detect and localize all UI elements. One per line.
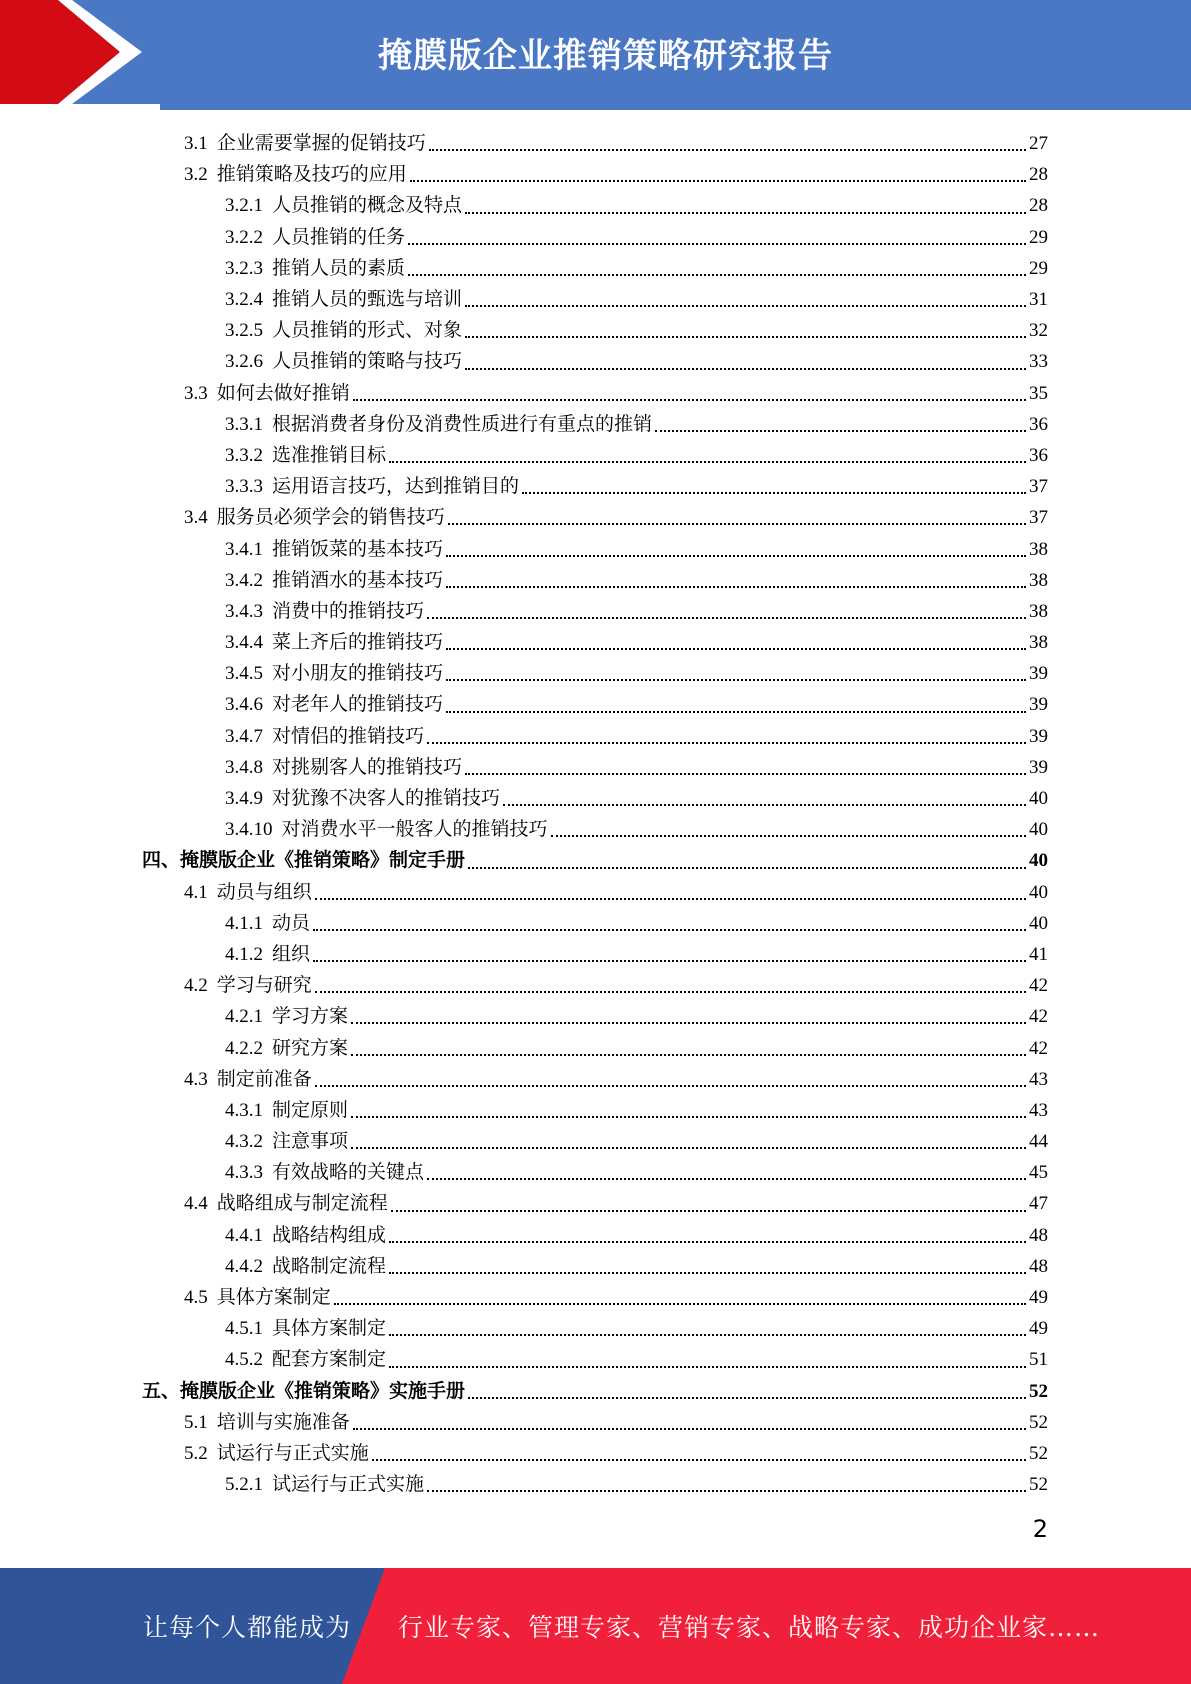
page-footer [0,1568,1191,1684]
toc-entry-title: 消费中的推销技巧 [272,600,425,622]
toc-dot-leader [446,554,1026,557]
toc-entry-page: 44 [1029,1131,1048,1153]
toc-entry[interactable] [225,783,1048,814]
toc-entry-title: 人员推销的概念及特点 [272,195,463,217]
toc-entry-page: 35 [1029,382,1048,404]
toc-entry[interactable] [225,1469,1048,1500]
toc-entry-title: 对犹豫不决客人的推销技巧 [272,788,501,810]
toc-entry[interactable] [225,1126,1048,1157]
toc-entry-number: 3.4.4 [225,632,263,654]
toc-entry[interactable] [225,1220,1048,1251]
toc-entry-number: 4.3.3 [225,1162,263,1184]
toc-entry-page: 51 [1029,1349,1048,1371]
toc-dot-leader [315,897,1026,900]
toc-entry[interactable] [225,1251,1048,1282]
toc-entry[interactable] [225,346,1048,377]
toc-entry[interactable] [225,1095,1048,1126]
toc-entry-title: 对老年人的推销技巧 [272,694,444,716]
toc-entry[interactable] [184,1188,1048,1219]
toc-dot-leader [391,1209,1026,1212]
toc-entry-page: 52 [1029,1474,1048,1496]
page-header [0,0,1191,110]
toc-entry-number: 3.2 [184,164,208,186]
toc-entry[interactable] [184,1438,1048,1469]
toc-dot-leader [465,304,1026,307]
toc-entry[interactable] [184,502,1048,533]
toc-entry[interactable] [184,970,1048,1001]
toc-entry[interactable] [184,128,1048,159]
toc-entry[interactable] [225,409,1048,440]
toc-entry-page: 49 [1029,1287,1048,1309]
toc-entry[interactable] [225,721,1048,752]
toc-entry[interactable] [184,159,1048,190]
toc-entry-number: 3.2.2 [225,226,263,248]
toc-dot-leader [427,741,1026,744]
toc-entry[interactable] [225,1001,1048,1032]
toc-entry-title: 如何去做好推销 [216,382,350,404]
toc-entry-title: 推销人员的甄选与培训 [272,289,463,311]
toc-entry[interactable] [184,378,1048,409]
toc-entry-page: 39 [1029,756,1048,778]
toc-entry-number: 4.4.2 [225,1255,263,1277]
footer-slogan: 让每个人都能成为 [143,1613,352,1642]
toc-entry[interactable] [142,1376,1048,1407]
toc-dot-leader [465,772,1026,775]
toc-dot-leader [465,211,1026,214]
toc-entry-page: 49 [1029,1318,1048,1340]
toc-entry-number: 4.3.2 [225,1131,263,1153]
toc-dot-leader [351,1146,1026,1149]
toc-entry-title: 推销策略及技巧的应用 [216,164,407,186]
toc-entry[interactable] [225,565,1048,596]
toc-entry-title: 服务员必须学会的销售技巧 [216,507,445,529]
toc-entry[interactable] [184,1407,1048,1438]
toc-entry-number: 3.3.3 [225,476,263,498]
toc-entry-page: 29 [1029,257,1048,279]
toc-entry-title: 人员推销的形式、对象 [272,320,463,342]
toc-entry-number: 4.1.1 [225,912,263,934]
toc-dot-leader [446,647,1026,650]
toc-entry-number: 3.4.6 [225,694,263,716]
toc-entry-number: 5.1 [184,1411,208,1433]
toc-entry[interactable] [225,315,1048,346]
toc-entry-number: 4.2.2 [225,1037,263,1059]
toc-entry[interactable] [225,1157,1048,1188]
toc-dot-leader [429,148,1026,151]
toc-entry-page: 41 [1029,943,1048,965]
toc-entry[interactable] [225,471,1048,502]
toc-entry-page: 40 [1029,912,1048,934]
toc-entry-title: 制定前准备 [216,1068,312,1090]
toc-entry-page: 48 [1029,1224,1048,1246]
toc-entry-number: 4.5.2 [225,1349,263,1371]
toc-entry-title: 学习与研究 [216,975,312,997]
toc-entry-number: 3.2.6 [225,351,263,373]
toc-entry-page: 43 [1029,1099,1048,1121]
toc-entry-page: 40 [1029,881,1048,903]
toc-dot-leader [522,491,1026,494]
toc-entry-number: 3.4.3 [225,600,263,622]
toc-entry-number: 3.3 [184,382,208,404]
toc-dot-leader [655,429,1026,432]
toc-entry-number: 五、 [142,1380,181,1402]
toc-dot-leader [410,179,1026,182]
toc-entry-title: 运用语言技巧，达到推销目的 [272,476,520,498]
toc-entry-number: 3.3.2 [225,444,263,466]
toc-entry[interactable] [225,222,1048,253]
toc-dot-leader [351,1115,1026,1118]
toc-dot-leader [351,1021,1026,1024]
toc-entry-number: 3.4.5 [225,663,263,685]
toc-entry-number: 3.4.8 [225,756,263,778]
toc-dot-leader [446,678,1026,681]
toc-entry-title: 企业需要掌握的促销技巧 [216,133,426,155]
toc-dot-leader [389,1333,1026,1336]
toc-entry[interactable] [225,1032,1048,1063]
toc-entry-number: 3.4.10 [225,819,273,841]
toc-entry-title: 菜上齐后的推销技巧 [272,632,444,654]
toc-entry-title: 人员推销的任务 [272,226,406,248]
toc-entry-page: 37 [1029,476,1048,498]
toc-entry-page: 40 [1029,819,1048,841]
toc-entry[interactable] [225,190,1048,221]
toc-entry-title: 试运行与正式实施 [216,1442,369,1464]
toc-dot-leader [408,242,1026,245]
toc-entry-number: 3.4.9 [225,788,263,810]
toc-entry-number: 4.1 [184,881,208,903]
toc-entry-page: 38 [1029,600,1048,622]
toc-entry-title: 对消费水平一般客人的推销技巧 [281,819,548,841]
toc-entry[interactable] [225,533,1048,564]
toc-entry[interactable] [184,1282,1048,1313]
toc-entry-page: 27 [1029,133,1048,155]
toc-dot-leader [315,1084,1026,1087]
toc-entry-title: 掩膜版企业《推销策略》实施手册 [180,1380,466,1402]
toc-entry-title: 研究方案 [272,1037,349,1059]
toc-dot-leader [446,710,1026,713]
toc-dot-leader [446,585,1026,588]
toc-entry-number: 3.4.7 [225,725,263,747]
toc-entry-title: 战略组成与制定流程 [216,1193,388,1215]
toc-dot-leader [334,1302,1026,1305]
toc-entry-page: 33 [1029,351,1048,373]
toc-entry-number: 4.3 [184,1068,208,1090]
toc-entry-number: 3.1 [184,133,208,155]
document-title: 掩膜版企业推销策略研究报告 [378,35,833,76]
toc-entry[interactable] [225,1313,1048,1344]
toc-entry-number: 4.2.1 [225,1006,263,1028]
toc-entry-number: 4.1.2 [225,943,263,965]
toc-entry-page: 40 [1029,788,1048,810]
toc-entry[interactable] [225,440,1048,471]
toc-entry-title: 推销饭菜的基本技巧 [272,538,444,560]
toc-dot-leader [551,834,1026,837]
toc-entry-page: 52 [1029,1442,1048,1464]
toc-entry[interactable] [225,689,1048,720]
toc-dot-leader [408,273,1026,276]
toc-dot-leader [427,1177,1026,1180]
toc-dot-leader [465,367,1026,370]
toc-entry-number: 3.2.5 [225,320,263,342]
toc-entry[interactable] [184,877,1048,908]
toc-entry-title: 对情侣的推销技巧 [272,725,425,747]
toc-entry-page: 52 [1029,1411,1048,1433]
toc-dot-leader [353,1427,1026,1430]
toc-entry-page: 42 [1029,1006,1048,1028]
toc-entry[interactable] [225,658,1048,689]
toc-entry[interactable] [225,627,1048,658]
toc-entry[interactable] [225,939,1048,970]
toc-entry-title: 选准推销目标 [272,444,387,466]
toc-entry-title: 掩膜版企业《推销策略》制定手册 [180,850,466,872]
toc-entry-title: 具体方案制定 [272,1318,387,1340]
toc-entry-number: 4.4 [184,1193,208,1215]
toc-entry-number: 4.5 [184,1287,208,1309]
toc-entry-page: 36 [1029,444,1048,466]
toc-dot-leader [465,335,1026,338]
toc-entry-page: 28 [1029,195,1048,217]
toc-entry-title: 组织 [272,943,311,965]
toc-dot-leader [468,1396,1026,1399]
page-number: 2 [1032,1515,1048,1543]
toc-entry-number: 3.4 [184,507,208,529]
toc-entry[interactable] [225,1344,1048,1375]
table-of-contents [0,128,1191,1500]
toc-entry-title: 有效战略的关键点 [272,1162,425,1184]
toc-entry-title: 配套方案制定 [272,1349,387,1371]
toc-dot-leader [503,803,1026,806]
toc-entry-title: 制定原则 [272,1099,349,1121]
toc-entry-page: 38 [1029,632,1048,654]
toc-entry-page: 45 [1029,1162,1048,1184]
toc-entry-title: 学习方案 [272,1006,349,1028]
footer-roles: 行业专家、管理专家、营销专家、战略专家、成功企业家…… [398,1613,1101,1642]
toc-entry-number: 3.4.2 [225,569,263,591]
toc-entry-page: 36 [1029,413,1048,435]
toc-entry-number: 4.3.1 [225,1099,263,1121]
toc-entry-title: 推销人员的素质 [272,257,406,279]
toc-entry-page: 28 [1029,164,1048,186]
toc-entry[interactable] [225,253,1048,284]
toc-entry[interactable] [225,596,1048,627]
toc-entry-number: 3.3.1 [225,413,263,435]
toc-dot-leader [448,522,1026,525]
toc-dot-leader [313,959,1026,962]
toc-entry-number: 4.4.1 [225,1224,263,1246]
toc-dot-leader [372,1458,1026,1461]
toc-entry-number: 3.2.1 [225,195,263,217]
toc-entry-title: 人员推销的策略与技巧 [272,351,463,373]
toc-entry[interactable] [225,752,1048,783]
toc-entry[interactable] [225,814,1048,845]
toc-entry-page: 47 [1029,1193,1048,1215]
toc-entry-number: 4.2 [184,975,208,997]
toc-entry-page: 42 [1029,1037,1048,1059]
toc-dot-leader [427,1489,1026,1492]
toc-entry-title: 试运行与正式实施 [272,1474,425,1496]
toc-dot-leader [389,1240,1026,1243]
toc-dot-leader [389,460,1026,463]
toc-entry[interactable] [225,284,1048,315]
toc-entry[interactable] [184,1064,1048,1095]
toc-entry[interactable] [225,908,1048,939]
toc-entry-page: 43 [1029,1068,1048,1090]
toc-entry-number: 5.2.1 [225,1474,263,1496]
toc-entry-page: 31 [1029,289,1048,311]
toc-entry-title: 战略制定流程 [272,1255,387,1277]
toc-dot-leader [351,1053,1026,1056]
toc-entry-title: 培训与实施准备 [216,1411,350,1433]
toc-entry-title: 动员 [272,912,311,934]
toc-entry-page: 39 [1029,694,1048,716]
toc-entry-page: 38 [1029,538,1048,560]
toc-entry-page: 29 [1029,226,1048,248]
toc-entry-title: 注意事项 [272,1131,349,1153]
toc-entry-page: 39 [1029,725,1048,747]
toc-dot-leader [389,1271,1026,1274]
toc-entry-number: 5.2 [184,1442,208,1464]
toc-entry-number: 3.2.3 [225,257,263,279]
toc-dot-leader [427,616,1026,619]
toc-entry-title: 推销酒水的基本技巧 [272,569,444,591]
toc-entry-title: 战略结构组成 [272,1224,387,1246]
toc-entry-number: 3.2.4 [225,289,263,311]
toc-entry-page: 37 [1029,507,1048,529]
toc-dot-leader [353,398,1026,401]
toc-entry-page: 42 [1029,975,1048,997]
toc-entry-number: 3.4.1 [225,538,263,560]
toc-entry-page: 48 [1029,1255,1048,1277]
toc-entry-title: 根据消费者身份及消费性质进行有重点的推销 [272,413,653,435]
toc-dot-leader [315,990,1026,993]
toc-entry-title: 对挑剔客人的推销技巧 [272,756,463,778]
toc-entry-page: 38 [1029,569,1048,591]
toc-entry-page: 40 [1029,850,1048,872]
toc-entry-page: 32 [1029,320,1048,342]
toc-entry-page: 39 [1029,663,1048,685]
toc-entry-title: 具体方案制定 [216,1287,331,1309]
toc-entry[interactable] [142,845,1048,876]
toc-entry-title: 动员与组织 [216,881,312,903]
toc-entry-page: 52 [1029,1380,1048,1402]
toc-entry-title: 对小朋友的推销技巧 [272,663,444,685]
toc-dot-leader [389,1365,1026,1368]
toc-entry-number: 四、 [142,850,181,872]
toc-entry-number: 4.5.1 [225,1318,263,1340]
toc-dot-leader [468,866,1026,869]
toc-dot-leader [313,928,1026,931]
